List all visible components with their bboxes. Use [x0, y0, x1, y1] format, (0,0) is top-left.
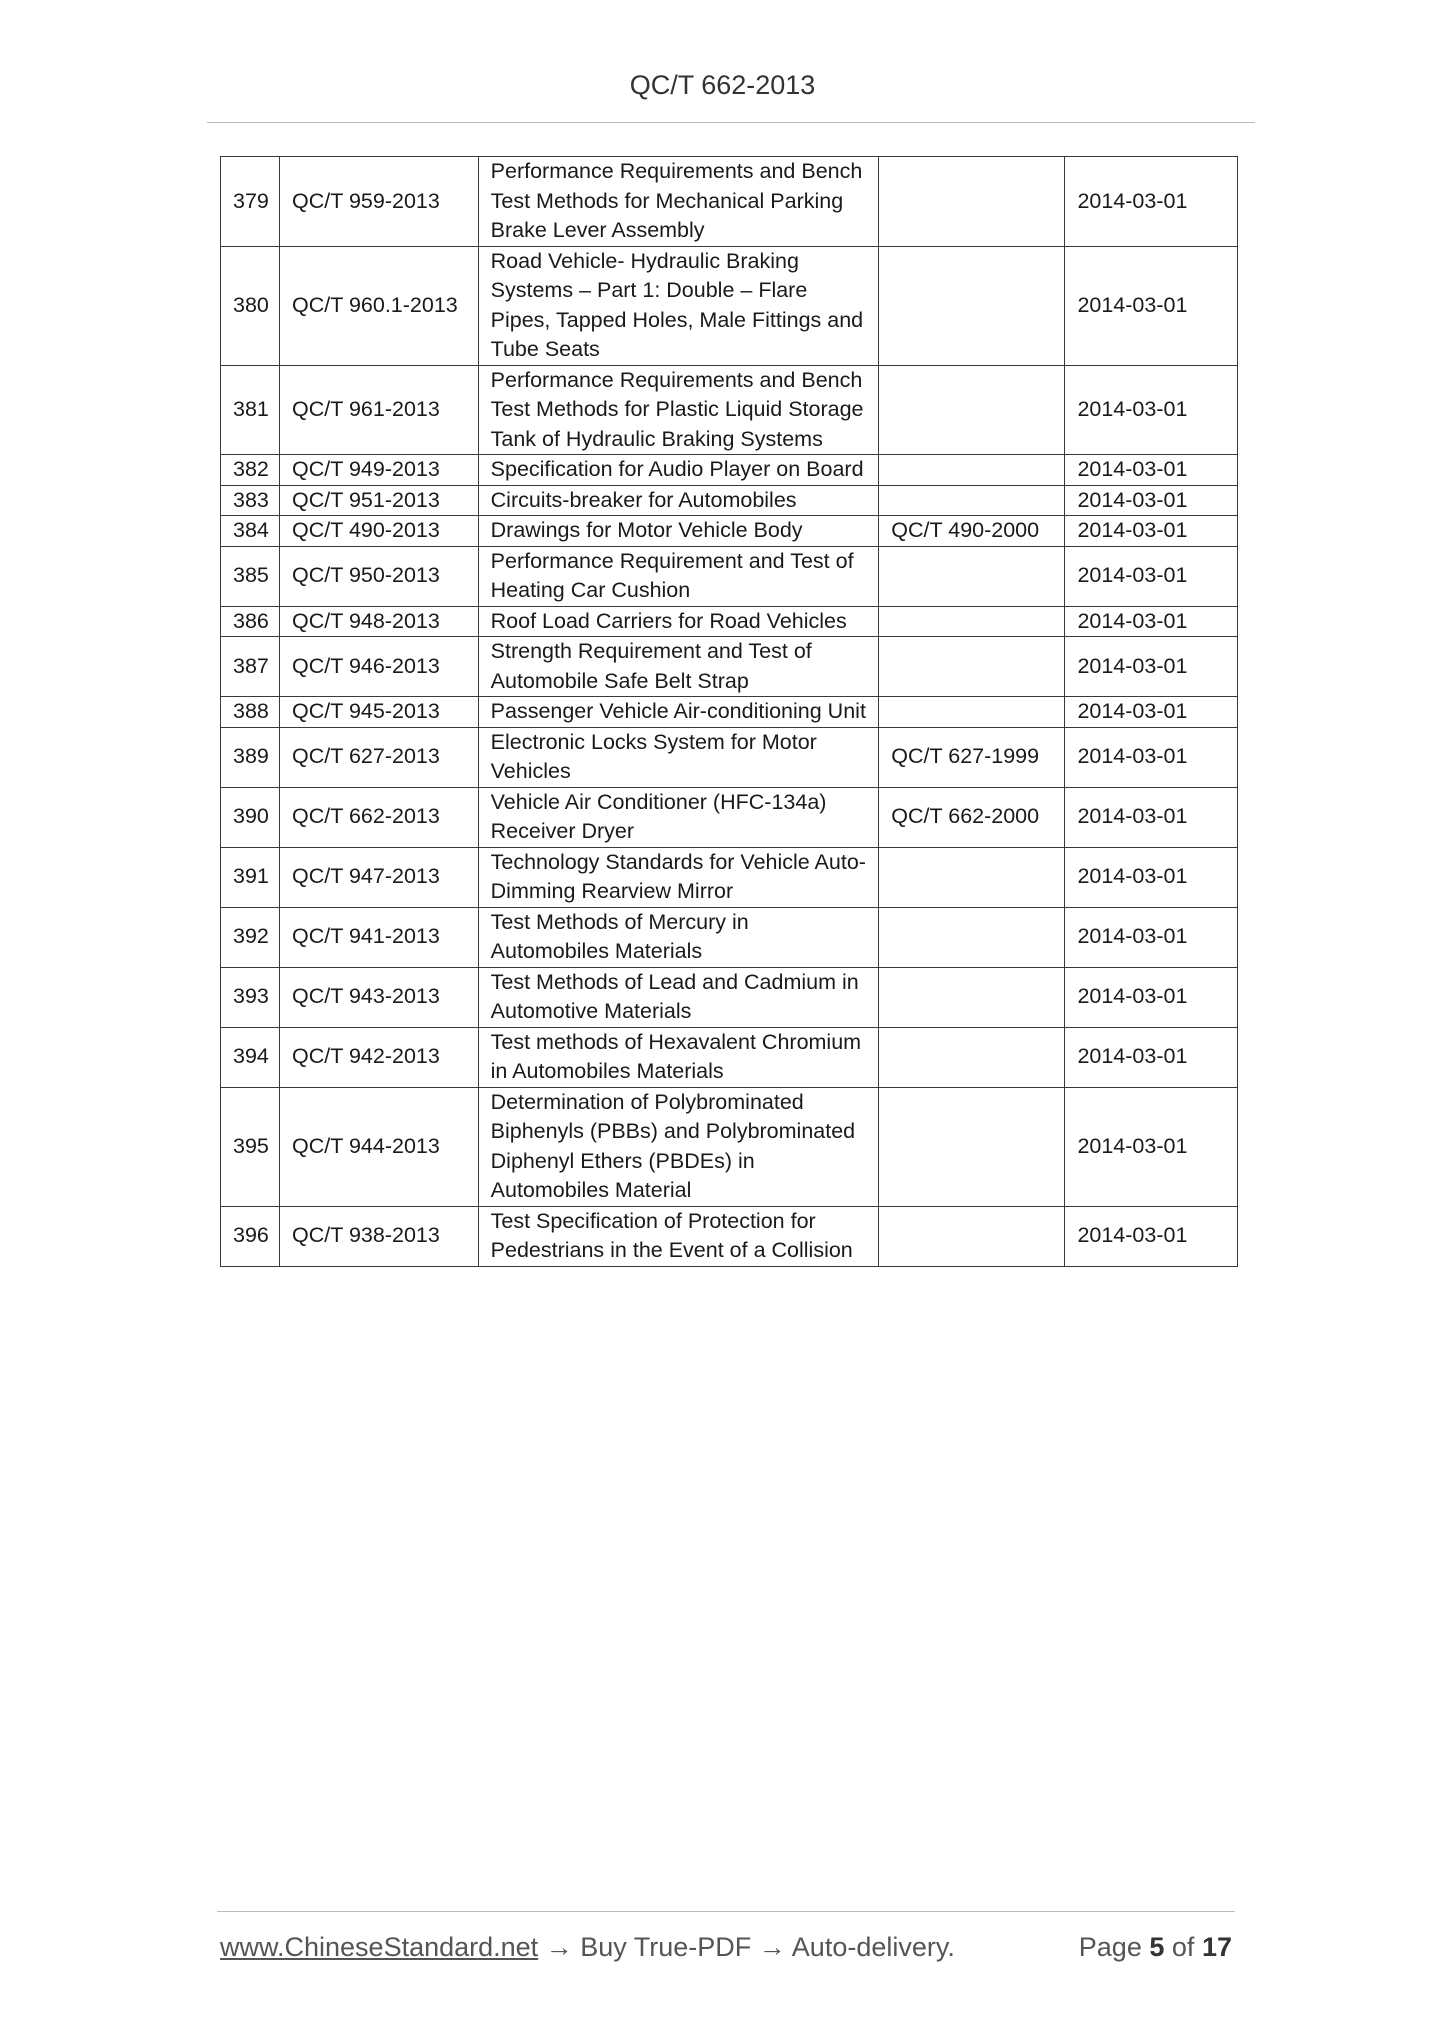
cell-implementation-date: 2014-03-01 [1065, 606, 1238, 637]
table-row [221, 606, 1238, 637]
cell-title: Determination of Polybrominated Biphenyls (PBBs) and Polybrominated Diphenyl Ethers (PBDEs) in Automobiles Material [478, 1087, 879, 1206]
cell-replaced-standard: QC/T 662-2000 [879, 787, 1065, 847]
buy-true-pdf-text: Buy True-PDF [580, 1932, 752, 1962]
cell-title: Electronic Locks System for Motor Vehicles [478, 727, 879, 787]
cell-title: Drawings for Motor Vehicle Body [478, 516, 879, 547]
cell-title: Strength Requirement and Test of Automobile Safe Belt Strap [478, 637, 879, 697]
table-row [221, 787, 1238, 847]
table-row [221, 455, 1238, 486]
cell-replaced-standard [879, 485, 1065, 516]
cell-replaced-standard [879, 697, 1065, 728]
cell-number: 387 [221, 637, 280, 697]
cell-implementation-date: 2014-03-01 [1065, 455, 1238, 486]
cell-standard-code: QC/T 948-2013 [280, 606, 479, 637]
footer-promo [220, 1929, 955, 1965]
cell-number: 394 [221, 1027, 280, 1087]
table-row [221, 697, 1238, 728]
cell-replaced-standard [879, 967, 1065, 1027]
cell-title: Roof Load Carriers for Road Vehicles [478, 606, 879, 637]
table-row [221, 546, 1238, 606]
table-row [221, 1027, 1238, 1087]
cell-number: 384 [221, 516, 280, 547]
cell-implementation-date: 2014-03-01 [1065, 907, 1238, 967]
arrow-right-icon: → [545, 1932, 573, 1962]
cell-implementation-date: 2014-03-01 [1065, 697, 1238, 728]
cell-number: 395 [221, 1087, 280, 1206]
cell-standard-code: QC/T 938-2013 [280, 1206, 479, 1266]
cell-implementation-date: 2014-03-01 [1065, 157, 1238, 247]
cell-replaced-standard [879, 1206, 1065, 1266]
cell-replaced-standard [879, 246, 1065, 365]
table-row [221, 847, 1238, 907]
table-row [221, 485, 1238, 516]
header-divider [207, 122, 1255, 123]
cell-number: 382 [221, 455, 280, 486]
cell-implementation-date: 2014-03-01 [1065, 637, 1238, 697]
table-row [221, 907, 1238, 967]
cell-replaced-standard: QC/T 627-1999 [879, 727, 1065, 787]
cell-replaced-standard [879, 546, 1065, 606]
arrow-right-icon: → [758, 1932, 786, 1962]
cell-implementation-date: 2014-03-01 [1065, 546, 1238, 606]
cell-replaced-standard [879, 907, 1065, 967]
cell-number: 388 [221, 697, 280, 728]
cell-replaced-standard [879, 606, 1065, 637]
cell-replaced-standard [879, 1027, 1065, 1087]
cell-standard-code: QC/T 627-2013 [280, 727, 479, 787]
cell-title: Specification for Audio Player on Board [478, 455, 879, 486]
table-row [221, 637, 1238, 697]
table-row [221, 727, 1238, 787]
cell-number: 393 [221, 967, 280, 1027]
cell-number: 379 [221, 157, 280, 247]
cell-replaced-standard [879, 157, 1065, 247]
page-counter [1079, 1929, 1232, 1965]
cell-number: 385 [221, 546, 280, 606]
cell-implementation-date: 2014-03-01 [1065, 516, 1238, 547]
cell-title: Vehicle Air Conditioner (HFC-134a) Receiver Dryer [478, 787, 879, 847]
cell-implementation-date: 2014-03-01 [1065, 967, 1238, 1027]
cell-standard-code: QC/T 944-2013 [280, 1087, 479, 1206]
cell-standard-code: QC/T 961-2013 [280, 365, 479, 455]
cell-implementation-date: 2014-03-01 [1065, 1206, 1238, 1266]
cell-standard-code: QC/T 949-2013 [280, 455, 479, 486]
cell-replaced-standard: QC/T 490-2000 [879, 516, 1065, 547]
cell-number: 392 [221, 907, 280, 967]
table-row [221, 967, 1238, 1027]
cell-replaced-standard [879, 365, 1065, 455]
cell-number: 396 [221, 1206, 280, 1266]
cell-replaced-standard [879, 847, 1065, 907]
cell-standard-code: QC/T 942-2013 [280, 1027, 479, 1087]
cell-replaced-standard [879, 637, 1065, 697]
cell-title: Performance Requirements and Bench Test Methods for Plastic Liquid Storage Tank of Hydraulic Braking Systems [478, 365, 879, 455]
cell-title: Test Methods of Mercury in Automobiles Materials [478, 907, 879, 967]
cell-standard-code: QC/T 662-2013 [280, 787, 479, 847]
cell-title: Circuits-breaker for Automobiles [478, 485, 879, 516]
cell-number: 391 [221, 847, 280, 907]
page-header-title: QC/T 662-2013 [629, 70, 816, 100]
cell-standard-code: QC/T 947-2013 [280, 847, 479, 907]
cell-replaced-standard [879, 455, 1065, 486]
cell-standard-code: QC/T 959-2013 [280, 157, 479, 247]
cell-implementation-date: 2014-03-01 [1065, 1027, 1238, 1087]
cell-title: Passenger Vehicle Air-conditioning Unit [478, 697, 879, 728]
cell-standard-code: QC/T 945-2013 [280, 697, 479, 728]
cell-title: Test Methods of Lead and Cadmium in Automotive Materials [478, 967, 879, 1027]
cell-standard-code: QC/T 490-2013 [280, 516, 479, 547]
cell-replaced-standard [879, 1087, 1065, 1206]
cell-implementation-date: 2014-03-01 [1065, 1087, 1238, 1206]
cell-standard-code: QC/T 960.1-2013 [280, 246, 479, 365]
cell-title: Performance Requirements and Bench Test Methods for Mechanical Parking Brake Lever Assembly [478, 157, 879, 247]
cell-title: Performance Requirement and Test of Heating Car Cushion [478, 546, 879, 606]
cell-implementation-date: 2014-03-01 [1065, 246, 1238, 365]
standards-table [220, 156, 1238, 1267]
table-row [221, 516, 1238, 547]
cell-title: Technology Standards for Vehicle Auto-Dimming Rearview Mirror [478, 847, 879, 907]
cell-standard-code: QC/T 943-2013 [280, 967, 479, 1027]
cell-title: Test methods of Hexavalent Chromium in Automobiles Materials [478, 1027, 879, 1087]
footer-divider [217, 1911, 1235, 1912]
table-row [221, 1087, 1238, 1206]
of-label: of [1171, 1932, 1195, 1962]
cell-number: 389 [221, 727, 280, 787]
table-row [221, 246, 1238, 365]
cell-title: Test Specification of Protection for Pedestrians in the Event of a Collision [478, 1206, 879, 1266]
table-row [221, 157, 1238, 247]
cell-standard-code: QC/T 950-2013 [280, 546, 479, 606]
cell-number: 386 [221, 606, 280, 637]
cell-implementation-date: 2014-03-01 [1065, 787, 1238, 847]
cell-number: 381 [221, 365, 280, 455]
table-row [221, 1206, 1238, 1266]
cell-standard-code: QC/T 951-2013 [280, 485, 479, 516]
table-row [221, 365, 1238, 455]
cell-implementation-date: 2014-03-01 [1065, 485, 1238, 516]
page-label: Page [1078, 1932, 1142, 1962]
cell-number: 383 [221, 485, 280, 516]
page-current: 5 [1149, 1932, 1165, 1962]
cell-standard-code: QC/T 941-2013 [280, 907, 479, 967]
cell-number: 380 [221, 246, 280, 365]
cell-number: 390 [221, 787, 280, 847]
cell-implementation-date: 2014-03-01 [1065, 727, 1238, 787]
auto-delivery-text: Auto-delivery. [791, 1932, 955, 1962]
cell-standard-code: QC/T 946-2013 [280, 637, 479, 697]
cell-title: Road Vehicle- Hydraulic Braking Systems – Part 1: Double – Flare Pipes, Tapped Holes, Male Fittings and Tube Seats [478, 246, 879, 365]
site-link[interactable]: www.ChineseStandard.net [220, 1932, 539, 1962]
cell-implementation-date: 2014-03-01 [1065, 847, 1238, 907]
cell-implementation-date: 2014-03-01 [1065, 365, 1238, 455]
page-total: 17 [1201, 1932, 1232, 1962]
